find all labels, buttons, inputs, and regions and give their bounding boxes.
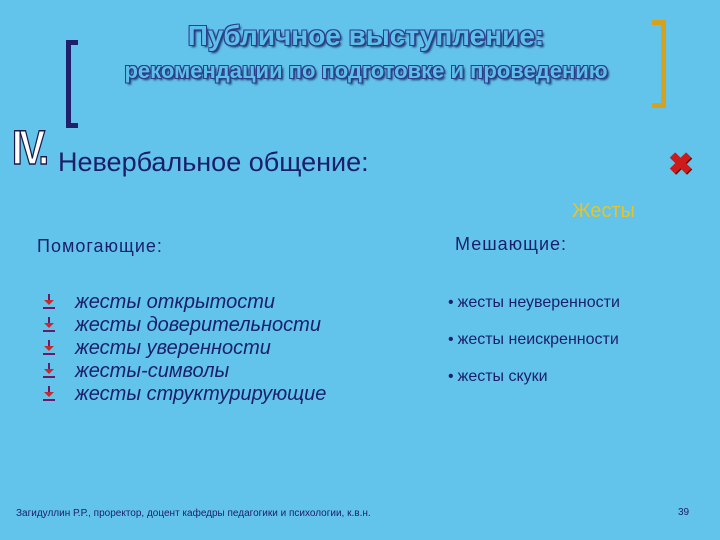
arrow-bullet-icon [42, 294, 56, 310]
title-block [0, 0, 720, 130]
section-title: Невербальное общение: [58, 147, 369, 177]
slide-title: Публичное выступление: [187, 20, 545, 51]
list-item [38, 314, 326, 337]
helping-item-label: жесты-символы [75, 360, 230, 382]
list-item [38, 383, 326, 406]
arrow-bullet-icon [42, 386, 56, 402]
arrow-bullet-icon [42, 340, 56, 356]
helping-item-label: жесты структурирующие [75, 383, 327, 405]
close-icon[interactable]: ✖ [668, 148, 694, 181]
arrow-bullet-icon [42, 363, 56, 379]
hindering-item-label: жесты скуки [457, 368, 548, 385]
hindering-list [448, 292, 620, 403]
right-bracket-decoration [652, 20, 666, 108]
hindering-item-label: жесты неуверенности [457, 294, 620, 311]
slide-subtitle: рекомендации по подготовке и проведению [124, 58, 608, 83]
helping-item-label: жесты доверительности [75, 314, 321, 336]
helping-item-label: жесты уверенности [75, 337, 271, 359]
hindering-item-label: жесты неискренности [457, 331, 619, 348]
helping-item-label: жесты открытости [75, 291, 275, 313]
arrow-bullet-icon [42, 317, 56, 333]
slide-number: 39 [678, 507, 690, 518]
bullet-dot-icon: • [448, 294, 454, 311]
list-item [448, 329, 620, 366]
left-bracket-decoration [66, 40, 78, 128]
list-item [38, 337, 326, 360]
hindering-heading: Мешающие: [455, 234, 568, 254]
helping-list [38, 291, 326, 406]
list-item [38, 360, 326, 383]
list-item [448, 292, 620, 329]
bullet-dot-icon: • [448, 368, 454, 385]
helping-heading: Помогающие: [37, 236, 163, 256]
list-item [38, 291, 326, 314]
bullet-dot-icon: • [448, 331, 454, 348]
footer-author: Загидуллин Р.Р., проректор, доцент кафедры педагогики и психологии, к.в.н. [16, 508, 371, 519]
section-numeral: IV. [12, 122, 46, 175]
list-item [448, 366, 620, 403]
gestures-label: Жесты [572, 200, 635, 222]
